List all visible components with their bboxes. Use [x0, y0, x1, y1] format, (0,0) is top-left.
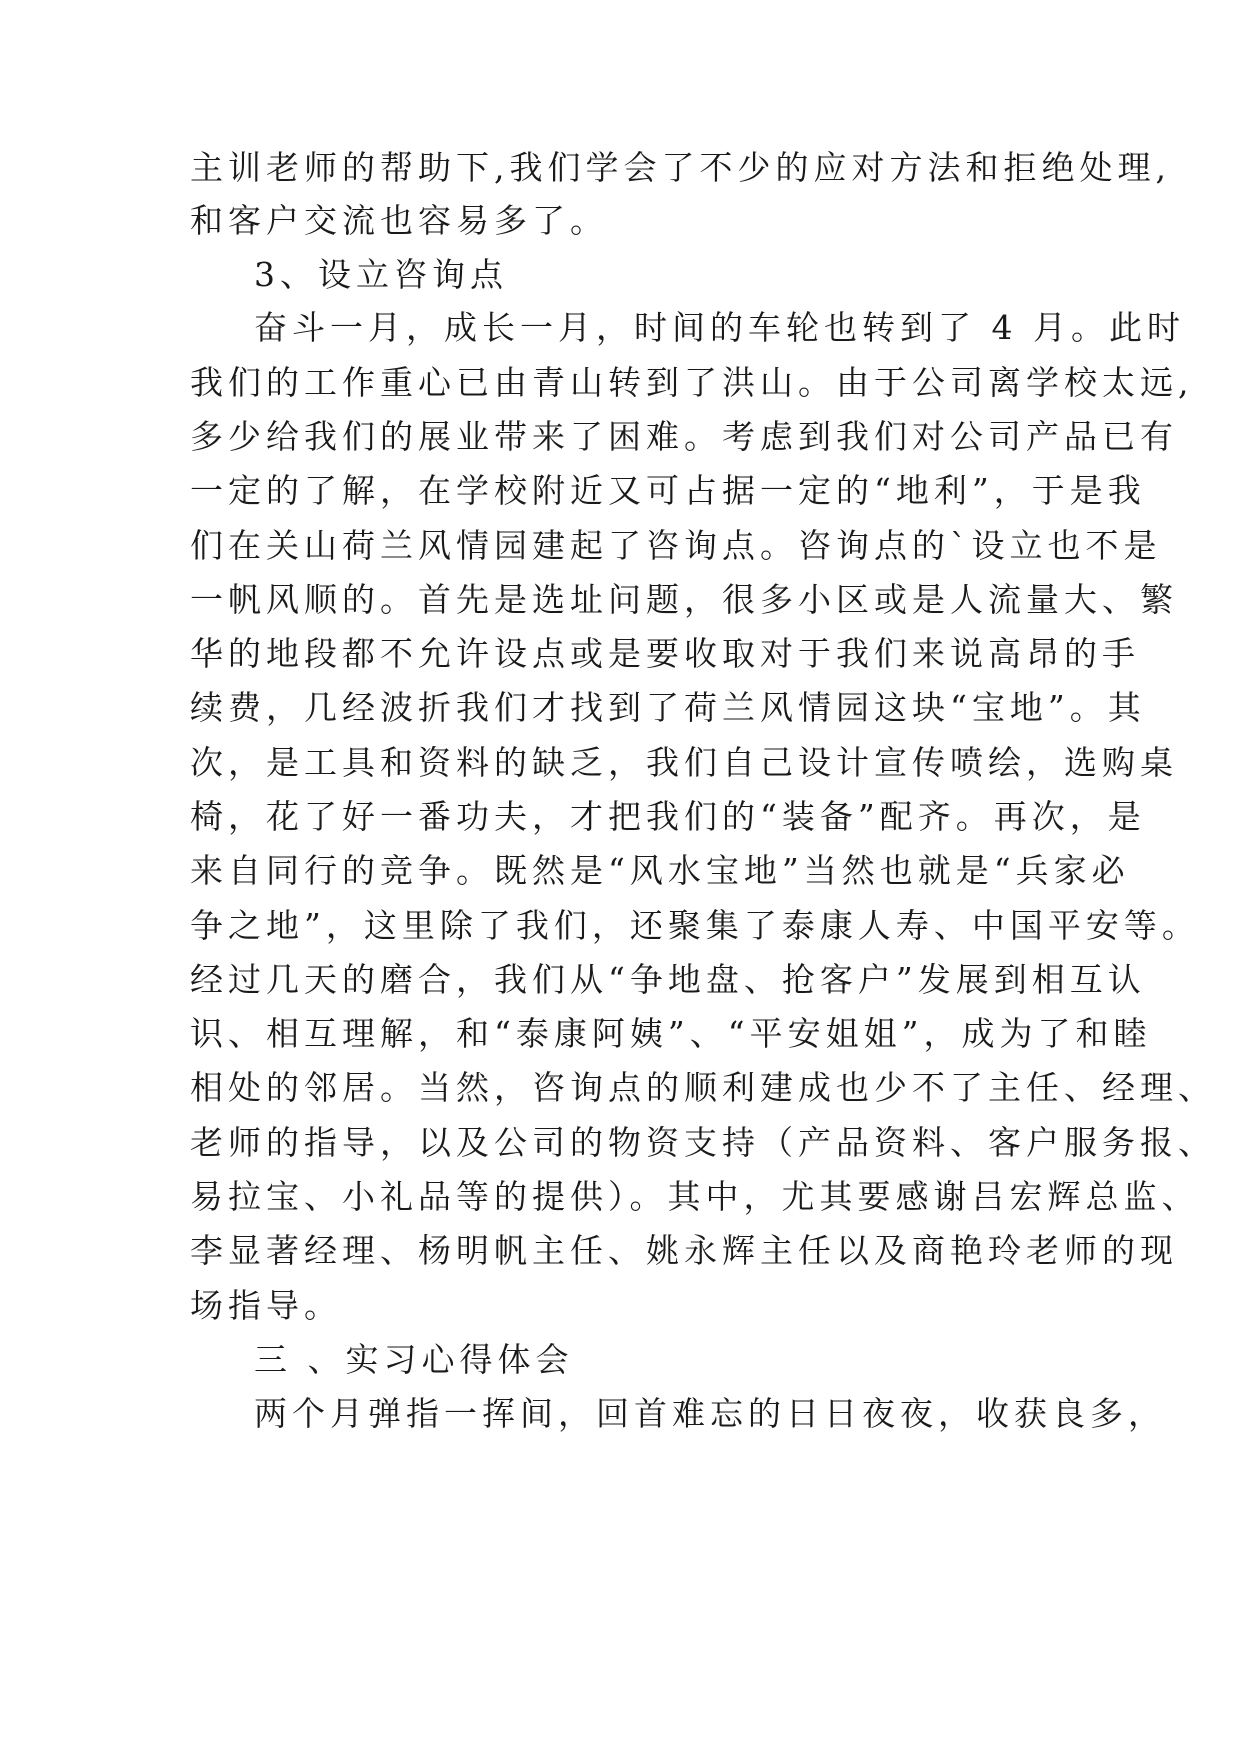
text-line: 华的地段都不允许设点或是要收取对于我们来说高昂的手 — [190, 634, 1140, 673]
text-line: 经过几天的磨合，我们从“争地盘、抢客户”发展到相互认 — [190, 960, 1146, 999]
paragraph-start: 奋斗一月，成长一月，时间的车轮也转到了 4 月。此时 — [254, 308, 1185, 347]
text-line: 次，是工具和资料的缺乏，我们自己设计宣传喷绘，选购桌 — [190, 743, 1178, 782]
text-line: 和客户交流也容易多了。 — [190, 201, 608, 240]
text-line: 李显著经理、杨明帆主任、姚永辉主任以及商艳玲老师的现 — [190, 1231, 1178, 1270]
text-line: 场指导。 — [190, 1286, 342, 1325]
text-line: 相处的邻居。当然，咨询点的顺利建成也少不了主任、经理、 — [190, 1068, 1216, 1107]
text-line: 一定的了解，在学校附近又可占据一定的“地利”，于是我 — [190, 471, 1146, 510]
text-line: 多少给我们的展业带来了困难。考虑到我们对公司产品已有 — [190, 417, 1178, 456]
text-line: 一帆风顺的。首先是选址问题，很多小区或是人流量大、繁 — [190, 580, 1178, 619]
text-line: 椅，花了好一番功夫，才把我们的“装备”配齐。再次，是 — [190, 797, 1146, 836]
text-line: 续费，几经波折我们才找到了荷兰风情园这块“宝地”。其 — [190, 688, 1146, 727]
section-heading: 三 、实习心得体会 — [254, 1340, 574, 1379]
text-line: 争之地”，这里除了我们，还聚集了泰康人寿、中国平安等。 — [190, 906, 1200, 945]
text-line: 们在关山荷兰风情园建起了咨询点。咨询点的`设立也不是 — [190, 526, 1162, 565]
text-line: 主训老师的帮助下,我们学会了不少的应对方法和拒绝处理, — [190, 148, 1171, 187]
text-line: 我们的工作重心已由青山转到了洪山。由于公司离学校太远, — [190, 363, 1194, 402]
text-line: 识、相互理解，和“泰康阿姨”、“平安姐姐”，成为了和睦 — [190, 1014, 1152, 1053]
section-heading: 3、设立咨询点 — [254, 255, 508, 294]
paragraph-start: 两个月弹指一挥间，回首难忘的日日夜夜，收获良多， — [254, 1394, 1166, 1433]
text-line: 来自同行的竞争。既然是“风水宝地”当然也就是“兵家必 — [190, 851, 1130, 890]
text-line: 老师的指导，以及公司的物资支持（产品资料、客户服务报、 — [190, 1123, 1216, 1162]
text-line: 易拉宝、小礼品等的提供）。其中，尤其要感谢吕宏辉总监、 — [190, 1177, 1200, 1216]
